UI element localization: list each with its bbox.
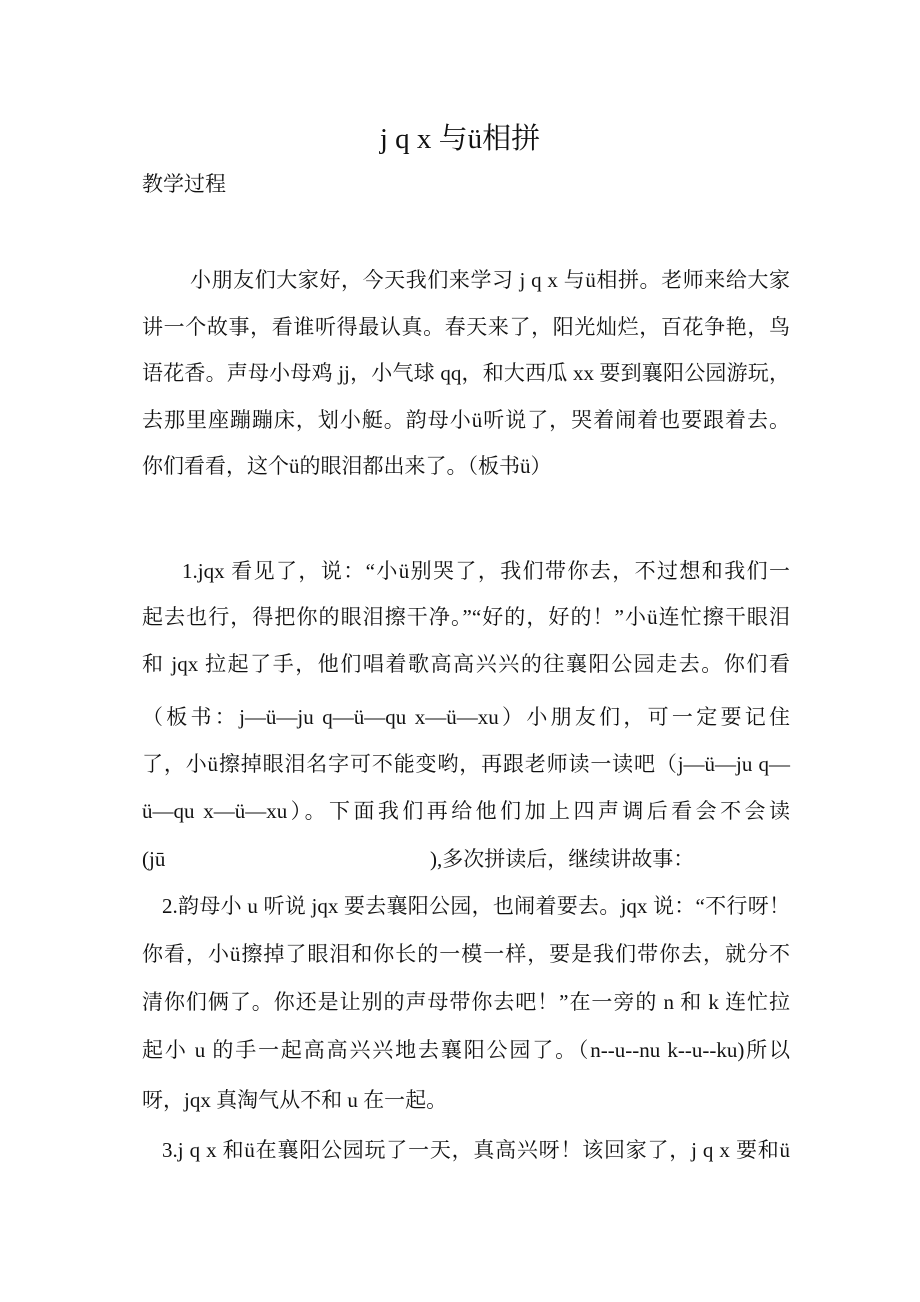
text-line: 1.jqx 看见了，说：“小ü别哭了，我们带你去，不过想和我们一 [182,559,790,583]
text-line: (jū [142,847,166,871]
section-heading: 教学过程 [142,172,226,196]
text-line: 了，小ü擦掉眼泪名字可不能变哟，再跟老师读一读吧（j—ü—ju q— [142,752,790,776]
text-line: 2.韵母小 u 听说 jqx 要去襄阳公园，也闹着要去。jqx 说：“不行呀！ [162,894,790,918]
text-line: 3.j q x 和ü在襄阳公园玩了一天，真高兴呀！该回家了，j q x 要和ü [162,1138,790,1162]
text-line: 去那里座蹦蹦床，划小艇。韵母小ü听说了，哭着闹着也要跟着去。 [142,408,790,432]
text-line: 语花香。声母小母鸡 jj，小气球 qq，和大西瓜 xx 要到襄阳公园游玩， [142,361,790,385]
text-line: 起小 u 的手一起高高兴兴地去襄阳公园了。（n--u--nu k--u--ku)所以 [142,1038,790,1062]
text-line: 你们看看，这个ü的眼泪都出来了。（板书ü） [142,454,552,478]
doc-title: j q x 与ü相拼 [379,123,541,155]
text-line: （板书：j—ü—ju q—ü—qu x—ü—xu）小朋友们，可一定要记住 [142,705,790,729]
text-line: ü—qu x—ü—xu）。下面我们再给他们加上四声调后看会不会读 [142,799,790,823]
text-line: 起去也行，得把你的眼泪擦干净。”“好的，好的！”小ü连忙擦干眼泪 [142,605,790,629]
text-line: 清你们俩了。你还是让别的声母带你去吧！”在一旁的 n 和 k 连忙拉 [142,990,790,1014]
text-line: ),多次拼读后，继续讲故事： [430,847,695,871]
text-line: 讲一个故事，看谁听得最认真。春天来了，阳光灿烂，百花争艳，鸟 [142,315,790,339]
text-line: 你看，小ü擦掉了眼泪和你长的一模一样，要是我们带你去，就分不 [142,942,790,966]
text-line: 小朋友们大家好，今天我们来学习 j q x 与ü相拼。老师来给大家 [190,268,790,292]
text-line: 呀，jqx 真淘气从不和 u 在一起。 [142,1088,448,1112]
text-line: 和 jqx 拉起了手，他们唱着歌高高兴兴的往襄阳公园走去。你们看 [142,652,790,676]
